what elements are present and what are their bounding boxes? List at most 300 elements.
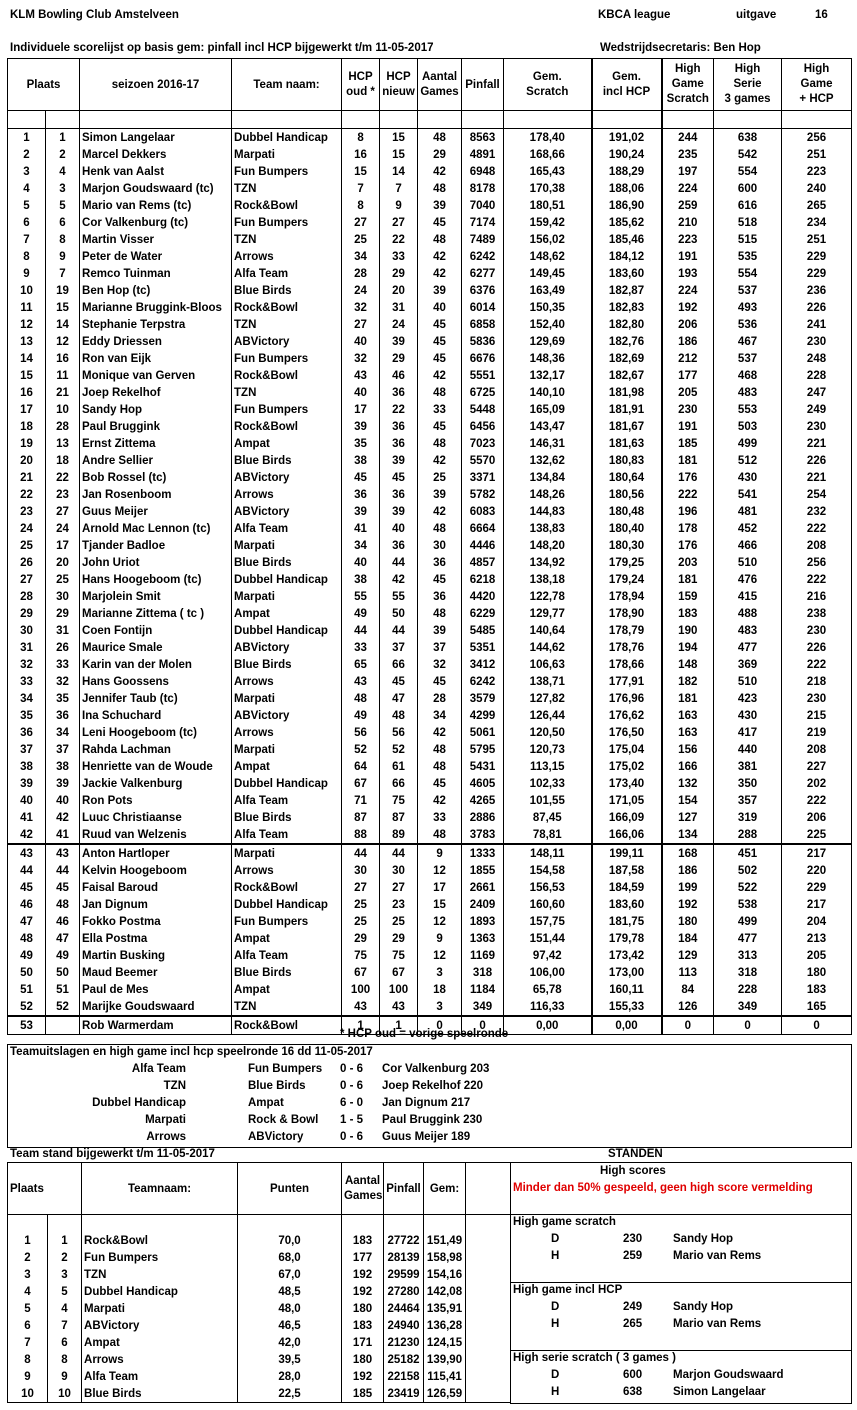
high-game-scratch: 181 bbox=[662, 452, 714, 469]
rank: 24 bbox=[8, 520, 46, 537]
high-game-scratch: 193 bbox=[662, 265, 714, 282]
high-series: 288 bbox=[714, 826, 782, 844]
table-row bbox=[8, 384, 852, 401]
hcp-new: 36 bbox=[380, 384, 418, 401]
rank: 7 bbox=[8, 1334, 48, 1351]
table-row bbox=[8, 622, 852, 639]
average: 154,16 bbox=[424, 1266, 466, 1283]
high-game-hcp: 229 bbox=[782, 248, 852, 265]
avg-hcp: 177,91 bbox=[592, 673, 662, 690]
high-game-scratch: 224 bbox=[662, 180, 714, 197]
standings-header-punten: Punten bbox=[238, 1163, 342, 1215]
rank: 9 bbox=[8, 1368, 48, 1385]
team-name: Dubbel Handicap bbox=[232, 775, 342, 792]
player-name: Karin van der Molen bbox=[80, 656, 232, 673]
games: 185 bbox=[342, 1385, 384, 1403]
high-game-hcp: 230 bbox=[782, 622, 852, 639]
table-row bbox=[8, 486, 852, 503]
hcp-old: 43 bbox=[342, 673, 380, 690]
prev-rank: 42 bbox=[46, 809, 80, 826]
standings-body bbox=[8, 1232, 511, 1403]
avg-scratch: 101,55 bbox=[504, 792, 592, 809]
avg-hcp: 175,04 bbox=[592, 741, 662, 758]
player-name: Luuc Christiaanse bbox=[80, 809, 232, 826]
avg-scratch: 157,75 bbox=[504, 913, 592, 930]
player-name: Henriette van de Woude bbox=[80, 758, 232, 775]
games: 42 bbox=[418, 503, 462, 520]
pinfall: 8178 bbox=[462, 180, 504, 197]
team-name: Rock&Bowl bbox=[232, 879, 342, 896]
high-score-section-title: High serie scratch ( 3 games ) bbox=[513, 1352, 676, 1364]
high-series: 499 bbox=[714, 435, 782, 452]
table-row bbox=[8, 809, 852, 826]
hcp-new: 22 bbox=[380, 231, 418, 248]
prev-rank: 2 bbox=[48, 1249, 82, 1266]
player-name: Leni Hoogeboom (tc) bbox=[80, 724, 232, 741]
high-series: 537 bbox=[714, 350, 782, 367]
high-series: 553 bbox=[714, 401, 782, 418]
prev-rank: 15 bbox=[46, 299, 80, 316]
table-row bbox=[8, 265, 852, 282]
avg-scratch: 87,45 bbox=[504, 809, 592, 826]
avg-scratch: 148,20 bbox=[504, 537, 592, 554]
high-game-scratch: 199 bbox=[662, 879, 714, 896]
avg-hcp: 188,06 bbox=[592, 180, 662, 197]
prev-rank: 6 bbox=[48, 1334, 82, 1351]
prev-rank: 47 bbox=[46, 930, 80, 947]
hcp-old: 45 bbox=[342, 469, 380, 486]
high-series: 228 bbox=[714, 981, 782, 998]
games: 42 bbox=[418, 367, 462, 384]
games: 48 bbox=[418, 826, 462, 844]
high-game-scratch: 176 bbox=[662, 469, 714, 486]
header-team: Team naam: bbox=[232, 59, 342, 111]
hcp-old: 43 bbox=[342, 998, 380, 1016]
avg-hcp: 184,12 bbox=[592, 248, 662, 265]
team-name: ABVictory bbox=[232, 469, 342, 486]
high-game-hcp: 227 bbox=[782, 758, 852, 775]
team-name: Arrows bbox=[82, 1351, 238, 1368]
hcp-new: 87 bbox=[380, 809, 418, 826]
pinfall: 4891 bbox=[462, 146, 504, 163]
points: 22,5 bbox=[238, 1385, 342, 1403]
avg-hcp: 160,11 bbox=[592, 981, 662, 998]
high-game-scratch: 0 bbox=[662, 1016, 714, 1035]
hcp-new: 75 bbox=[380, 792, 418, 809]
high-game-hcp: 208 bbox=[782, 741, 852, 758]
hcp-old: 56 bbox=[342, 724, 380, 741]
rank: 42 bbox=[8, 826, 46, 844]
avg-scratch: 134,92 bbox=[504, 554, 592, 571]
table-row bbox=[8, 639, 852, 656]
games: 32 bbox=[418, 656, 462, 673]
league-title: KBCA league bbox=[598, 9, 671, 21]
games: 48 bbox=[418, 520, 462, 537]
section-divider bbox=[510, 1282, 851, 1283]
avg-scratch: 78,81 bbox=[504, 826, 592, 844]
hcp-new: 36 bbox=[380, 486, 418, 503]
avg-scratch: 143,47 bbox=[504, 418, 592, 435]
high-game-hcp: 236 bbox=[782, 282, 852, 299]
high-series: 369 bbox=[714, 656, 782, 673]
average: 124,15 bbox=[424, 1334, 466, 1351]
hcp-new: 23 bbox=[380, 896, 418, 913]
table-row bbox=[8, 947, 852, 964]
high-game-scratch: 224 bbox=[662, 282, 714, 299]
player-name: Hans Goossens bbox=[80, 673, 232, 690]
avg-hcp: 182,80 bbox=[592, 316, 662, 333]
avg-scratch: 138,83 bbox=[504, 520, 592, 537]
avg-scratch: 159,42 bbox=[504, 214, 592, 231]
hcp-old: 67 bbox=[342, 964, 380, 981]
prev-rank: 35 bbox=[46, 690, 80, 707]
avg-scratch: 180,51 bbox=[504, 197, 592, 214]
hcp-new: 42 bbox=[380, 571, 418, 588]
games: 45 bbox=[418, 418, 462, 435]
high-game-hcp: 247 bbox=[782, 384, 852, 401]
high-scores-title: High scores bbox=[600, 1165, 666, 1177]
team-name: Blue Birds bbox=[232, 809, 342, 826]
result-high-game: Cor Valkenburg 203 bbox=[382, 1063, 490, 1075]
pinfall: 1363 bbox=[462, 930, 504, 947]
avg-scratch: 165,43 bbox=[504, 163, 592, 180]
points: 68,0 bbox=[238, 1249, 342, 1266]
hcp-old: 8 bbox=[342, 129, 380, 147]
high-game-hcp: 256 bbox=[782, 554, 852, 571]
player-name: Monique van Gerven bbox=[80, 367, 232, 384]
high-game-hcp: 251 bbox=[782, 231, 852, 248]
spacer-cell bbox=[466, 1283, 511, 1300]
high-game-scratch: 197 bbox=[662, 163, 714, 180]
standen-label: STANDEN bbox=[608, 1148, 663, 1160]
table-row bbox=[8, 1368, 511, 1385]
high-series: 537 bbox=[714, 282, 782, 299]
high-series: 493 bbox=[714, 299, 782, 316]
hcp-new: 29 bbox=[380, 350, 418, 367]
table-row bbox=[8, 605, 852, 622]
hcp-new: 75 bbox=[380, 947, 418, 964]
high-game-scratch: 191 bbox=[662, 248, 714, 265]
avg-hcp: 179,25 bbox=[592, 554, 662, 571]
player-name: Marcel Dekkers bbox=[80, 146, 232, 163]
table-row bbox=[8, 826, 852, 844]
high-series: 417 bbox=[714, 724, 782, 741]
avg-hcp: 166,06 bbox=[592, 826, 662, 844]
avg-hcp: 183,60 bbox=[592, 896, 662, 913]
high-game-scratch: 186 bbox=[662, 862, 714, 879]
rank: 29 bbox=[8, 605, 46, 622]
table-row bbox=[8, 879, 852, 896]
pinfall: 349 bbox=[462, 998, 504, 1016]
gender-code: D bbox=[551, 1233, 560, 1245]
high-game-hcp: 238 bbox=[782, 605, 852, 622]
avg-hcp: 180,64 bbox=[592, 469, 662, 486]
spacer-cell bbox=[466, 1385, 511, 1403]
spacer-cell bbox=[466, 1300, 511, 1317]
games: 42 bbox=[418, 265, 462, 282]
avg-hcp: 0,00 bbox=[592, 1016, 662, 1035]
games: 29 bbox=[418, 146, 462, 163]
pinfall: 2409 bbox=[462, 896, 504, 913]
average: 151,49 bbox=[424, 1232, 466, 1249]
high-game-hcp: 229 bbox=[782, 879, 852, 896]
games: 48 bbox=[418, 384, 462, 401]
hcp-old: 71 bbox=[342, 792, 380, 809]
standings-header-plaats: Plaats bbox=[8, 1163, 82, 1215]
rank: 36 bbox=[8, 724, 46, 741]
result-away-team: Fun Bumpers bbox=[248, 1063, 323, 1075]
hcp-new: 40 bbox=[380, 520, 418, 537]
spacer-cell bbox=[466, 1368, 511, 1385]
high-game-hcp: 222 bbox=[782, 656, 852, 673]
avg-hcp: 166,09 bbox=[592, 809, 662, 826]
rank: 15 bbox=[8, 367, 46, 384]
high-game-scratch: 156 bbox=[662, 741, 714, 758]
team-name: Ampat bbox=[232, 930, 342, 947]
games: 39 bbox=[418, 282, 462, 299]
hcp-old: 33 bbox=[342, 639, 380, 656]
games: 40 bbox=[418, 299, 462, 316]
prev-rank: 46 bbox=[46, 913, 80, 930]
result-home-team: Dubbel Handicap bbox=[92, 1097, 186, 1109]
high-series: 430 bbox=[714, 707, 782, 724]
high-game-hcp: 218 bbox=[782, 673, 852, 690]
high-game-scratch: 154 bbox=[662, 792, 714, 809]
avg-scratch: 150,35 bbox=[504, 299, 592, 316]
pinfall: 1184 bbox=[462, 981, 504, 998]
high-game-hcp: 208 bbox=[782, 537, 852, 554]
player-name: Simon Langelaar bbox=[80, 129, 232, 147]
team-name: Marpati bbox=[232, 588, 342, 605]
player-name: Rahda Lachman bbox=[80, 741, 232, 758]
pinfall: 6376 bbox=[462, 282, 504, 299]
player-name: Remco Tuinman bbox=[80, 265, 232, 282]
high-game-hcp: 265 bbox=[782, 197, 852, 214]
high-game-hcp: 225 bbox=[782, 826, 852, 844]
avg-scratch: 0,00 bbox=[504, 1016, 592, 1035]
hcp-new: 24 bbox=[380, 316, 418, 333]
hcp-new: 45 bbox=[380, 469, 418, 486]
high-game-hcp: 226 bbox=[782, 452, 852, 469]
prev-rank: 30 bbox=[46, 588, 80, 605]
prev-rank: 10 bbox=[48, 1385, 82, 1403]
prev-rank: 29 bbox=[46, 605, 80, 622]
spacer-cell bbox=[466, 1334, 511, 1351]
avg-hcp: 178,90 bbox=[592, 605, 662, 622]
rank: 30 bbox=[8, 622, 46, 639]
games: 42 bbox=[418, 724, 462, 741]
hcp-new: 29 bbox=[380, 265, 418, 282]
player-name: Henk van Aalst bbox=[80, 163, 232, 180]
pinfall: 23419 bbox=[384, 1385, 424, 1403]
pinfall: 1169 bbox=[462, 947, 504, 964]
pinfall: 6858 bbox=[462, 316, 504, 333]
avg-scratch: 140,10 bbox=[504, 384, 592, 401]
high-game-hcp: 232 bbox=[782, 503, 852, 520]
high-game-scratch: 190 bbox=[662, 622, 714, 639]
avg-hcp: 181,75 bbox=[592, 913, 662, 930]
hcp-old: 34 bbox=[342, 537, 380, 554]
prev-rank: 31 bbox=[46, 622, 80, 639]
player-name: Andre Sellier bbox=[80, 452, 232, 469]
player-name: Ron Pots bbox=[80, 792, 232, 809]
hcp-new: 29 bbox=[380, 930, 418, 947]
pinfall: 4420 bbox=[462, 588, 504, 605]
hcp-old: 41 bbox=[342, 520, 380, 537]
games: 3 bbox=[418, 998, 462, 1016]
table-row bbox=[8, 775, 852, 792]
hcp-old: 29 bbox=[342, 930, 380, 947]
score-value: 265 bbox=[623, 1318, 643, 1330]
avg-hcp: 186,90 bbox=[592, 197, 662, 214]
edition-number: 16 bbox=[815, 9, 828, 21]
high-series: 466 bbox=[714, 537, 782, 554]
rank: 4 bbox=[8, 180, 46, 197]
high-game-hcp: 222 bbox=[782, 571, 852, 588]
high-series: 515 bbox=[714, 231, 782, 248]
average: 136,28 bbox=[424, 1317, 466, 1334]
team-name: Fun Bumpers bbox=[232, 913, 342, 930]
avg-hcp: 155,33 bbox=[592, 998, 662, 1016]
avg-hcp: 179,24 bbox=[592, 571, 662, 588]
avg-hcp: 171,05 bbox=[592, 792, 662, 809]
high-game-hcp: 180 bbox=[782, 964, 852, 981]
high-game-scratch: 244 bbox=[662, 129, 714, 147]
games: 180 bbox=[342, 1351, 384, 1368]
games: 25 bbox=[418, 469, 462, 486]
rank: 45 bbox=[8, 879, 46, 896]
team-name: Ampat bbox=[232, 981, 342, 998]
avg-hcp: 190,24 bbox=[592, 146, 662, 163]
games: 39 bbox=[418, 622, 462, 639]
pinfall: 5782 bbox=[462, 486, 504, 503]
table-row bbox=[8, 571, 852, 588]
player-name: Ina Schuchard bbox=[80, 707, 232, 724]
hcp-new: 37 bbox=[380, 639, 418, 656]
high-game-hcp: 219 bbox=[782, 724, 852, 741]
high-game-hcp: 221 bbox=[782, 469, 852, 486]
rank: 10 bbox=[8, 282, 46, 299]
games: 183 bbox=[342, 1317, 384, 1334]
avg-scratch: 122,78 bbox=[504, 588, 592, 605]
prev-rank bbox=[46, 1016, 80, 1035]
player-name: Arnold Mac Lennon (tc) bbox=[80, 520, 232, 537]
points: 28,0 bbox=[238, 1368, 342, 1385]
high-series: 477 bbox=[714, 930, 782, 947]
prev-rank: 5 bbox=[48, 1283, 82, 1300]
games: 177 bbox=[342, 1249, 384, 1266]
prev-rank: 23 bbox=[46, 486, 80, 503]
header-hcp-new: HCP nieuw bbox=[380, 59, 418, 111]
games: 192 bbox=[342, 1368, 384, 1385]
hcp-new: 14 bbox=[380, 163, 418, 180]
spacer-cell bbox=[466, 1266, 511, 1283]
footnote: * HCP oud = vorige speelronde bbox=[340, 1028, 509, 1040]
team-name: ABVictory bbox=[82, 1317, 238, 1334]
prev-rank: 21 bbox=[46, 384, 80, 401]
hcp-old: 55 bbox=[342, 588, 380, 605]
pinfall: 4299 bbox=[462, 707, 504, 724]
high-game-scratch: 196 bbox=[662, 503, 714, 520]
average: 139,90 bbox=[424, 1351, 466, 1368]
rank: 14 bbox=[8, 350, 46, 367]
avg-scratch: 156,02 bbox=[504, 231, 592, 248]
high-series: 502 bbox=[714, 862, 782, 879]
table-row bbox=[8, 231, 852, 248]
table-row bbox=[8, 214, 852, 231]
games: 12 bbox=[418, 947, 462, 964]
prev-rank: 40 bbox=[46, 792, 80, 809]
high-game-scratch: 166 bbox=[662, 758, 714, 775]
score-value: 249 bbox=[623, 1301, 643, 1313]
games: 48 bbox=[418, 741, 462, 758]
table-row bbox=[8, 418, 852, 435]
hcp-old: 40 bbox=[342, 384, 380, 401]
avg-scratch: 106,63 bbox=[504, 656, 592, 673]
avg-scratch: 138,71 bbox=[504, 673, 592, 690]
prev-rank: 33 bbox=[46, 656, 80, 673]
pinfall: 1855 bbox=[462, 862, 504, 879]
pinfall: 7023 bbox=[462, 435, 504, 452]
games: 18 bbox=[418, 981, 462, 998]
prev-rank: 36 bbox=[46, 707, 80, 724]
high-game-hcp: 222 bbox=[782, 792, 852, 809]
high-game-hcp: 217 bbox=[782, 844, 852, 862]
team-name: Dubbel Handicap bbox=[82, 1283, 238, 1300]
prev-rank: 26 bbox=[46, 639, 80, 656]
team-name: ABVictory bbox=[232, 503, 342, 520]
games: 45 bbox=[418, 350, 462, 367]
games: 9 bbox=[418, 844, 462, 862]
avg-scratch: 151,44 bbox=[504, 930, 592, 947]
rank: 35 bbox=[8, 707, 46, 724]
avg-hcp: 182,76 bbox=[592, 333, 662, 350]
pinfall: 29599 bbox=[384, 1266, 424, 1283]
pinfall: 6948 bbox=[462, 163, 504, 180]
games: 9 bbox=[418, 930, 462, 947]
avg-scratch: 156,53 bbox=[504, 879, 592, 896]
games: 171 bbox=[342, 1334, 384, 1351]
hcp-new: 39 bbox=[380, 333, 418, 350]
high-game-scratch: 163 bbox=[662, 707, 714, 724]
edition-label: uitgave bbox=[736, 9, 777, 21]
team-name: Arrows bbox=[232, 673, 342, 690]
team-name: Marpati bbox=[232, 844, 342, 862]
table-row bbox=[8, 401, 852, 418]
high-game-scratch: 168 bbox=[662, 844, 714, 862]
games: 192 bbox=[342, 1266, 384, 1283]
high-game-scratch: 259 bbox=[662, 197, 714, 214]
high-series: 503 bbox=[714, 418, 782, 435]
rank: 39 bbox=[8, 775, 46, 792]
hcp-new: 36 bbox=[380, 418, 418, 435]
high-game-scratch: 178 bbox=[662, 520, 714, 537]
avg-hcp: 188,29 bbox=[592, 163, 662, 180]
avg-hcp: 199,11 bbox=[592, 844, 662, 862]
table-row bbox=[8, 350, 852, 367]
player-name: John Uriot bbox=[80, 554, 232, 571]
player-name: Ernst Zittema bbox=[80, 435, 232, 452]
avg-scratch: 65,78 bbox=[504, 981, 592, 998]
avg-hcp: 176,96 bbox=[592, 690, 662, 707]
games: 183 bbox=[342, 1232, 384, 1249]
team-name: Arrows bbox=[232, 486, 342, 503]
hcp-old: 52 bbox=[342, 741, 380, 758]
high-game-scratch: 212 bbox=[662, 350, 714, 367]
team-name: Ampat bbox=[232, 435, 342, 452]
avg-hcp: 182,67 bbox=[592, 367, 662, 384]
games: 15 bbox=[418, 896, 462, 913]
